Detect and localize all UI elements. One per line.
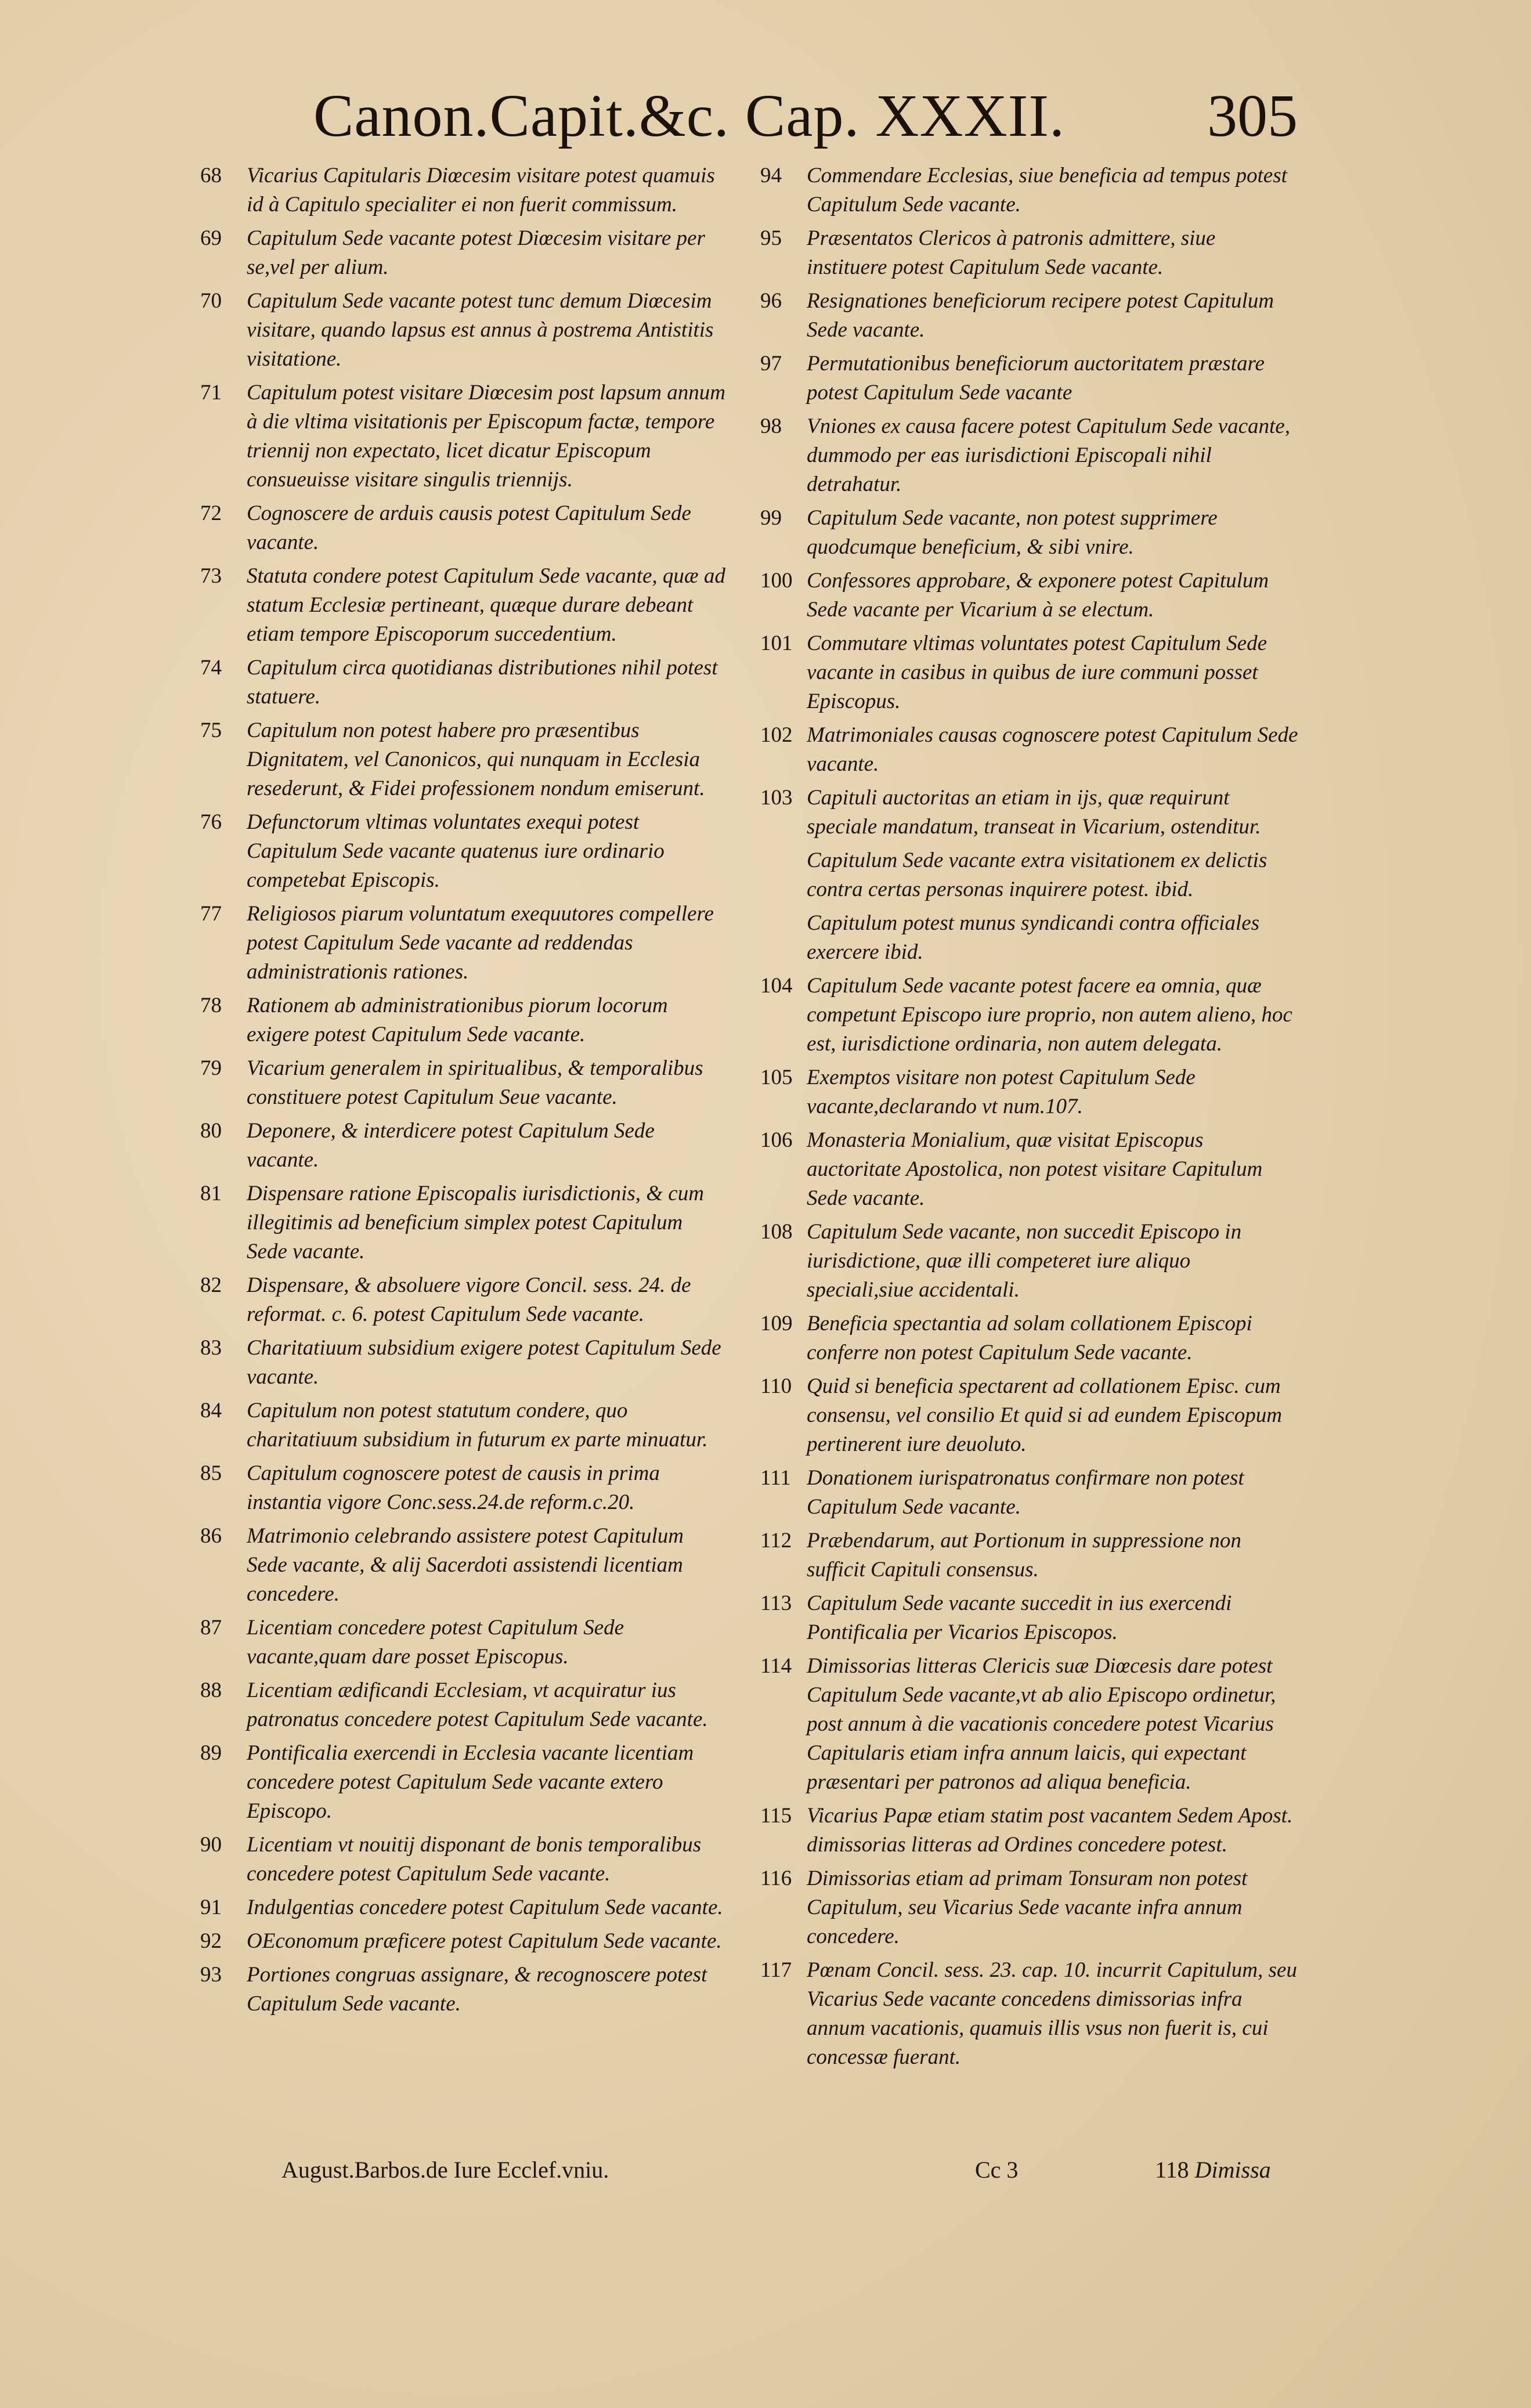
entry-text: Indulgentias concedere potest Capitulum Sede vacante.: [247, 1896, 723, 1919]
index-entry: [200, 1739, 728, 1826]
entry-number: 80: [200, 1119, 222, 1143]
entry-number: 89: [200, 1741, 222, 1765]
index-entry: [200, 224, 728, 282]
index-entry: [760, 412, 1300, 499]
entry-text: Commendare Ecclesias, siue beneficia ad tempus potest Capitulum Sede vacante.: [807, 164, 1287, 216]
entry-number: 113: [760, 1591, 792, 1615]
entry-number: 110: [760, 1374, 792, 1398]
index-entry: [760, 846, 1300, 904]
index-entry: [200, 654, 728, 712]
entry-number: 95: [760, 226, 782, 250]
catchword: [1155, 2156, 1271, 2183]
index-entry: [760, 1372, 1300, 1459]
index-entry: [200, 1054, 728, 1112]
entry-number: 76: [200, 810, 222, 834]
entry-text: Vniones ex causa facere potest Capitulum Sede vacante, dummodo per eas iurisdictioni Episcopali nihil detrahatur.: [807, 414, 1290, 496]
entry-number: 117: [760, 1958, 792, 1982]
entry-number: 84: [200, 1399, 222, 1423]
entry-number: 73: [200, 564, 222, 588]
entry-text: Capitulum non potest statutum condere, quo charitatiuum subsidium in futurum ex parte minuatur.: [247, 1399, 708, 1452]
entry-text: Donationem iurispatronatus confirmare non potest Capitulum Sede vacante.: [807, 1466, 1244, 1519]
entry-text: Licentiam vt nouitij disponant de bonis temporalibus concedere potest Capitulum Sede vacante.: [247, 1833, 702, 1886]
index-entry: [200, 991, 728, 1049]
entry-number: 70: [200, 289, 222, 313]
entry-text: Licentiam ædificandi Ecclesiam, vt acquiratur ius patronatus concedere potest Capitulum Sede vacante.: [247, 1678, 708, 1731]
entry-number: 77: [200, 902, 222, 926]
entry-text: Portiones congruas assignare, & recognoscere potest Capitulum Sede vacante.: [247, 1963, 707, 2016]
entry-text: Exemptos visitare non potest Capitulum Sede vacante,declarando vt num.107.: [807, 1066, 1196, 1118]
entry-text: Capitulum Sede vacante potest Diœcesim visitare per se,vel per alium.: [247, 226, 705, 279]
entry-text: Capitulum Sede vacante potest tunc demum Diœcesim visitare, quando lapsus est annus à postrema Antistitis visitatione.: [247, 289, 714, 371]
index-entry: [760, 1309, 1300, 1367]
index-entry: [200, 1117, 728, 1175]
index-entry: [760, 504, 1300, 562]
entry-number: 101: [760, 631, 793, 655]
entry-number: 79: [200, 1056, 222, 1080]
entry-number: 112: [760, 1529, 792, 1553]
entry-text: Dimissorias litteras Clericis suæ Diœcesis dare potest Capitulum Sede vacante,vt ab alio Episcopo ordinetur, post annum à die vacationis concedere potest Vicarius Capitularis etiam infra annum laicis, qui expectant præsentari per patronos ad aliqua beneficia.: [807, 1654, 1276, 1794]
entry-number: 106: [760, 1128, 793, 1152]
entry-text: Cognoscere de arduis causis potest Capitulum Sede vacante.: [247, 501, 691, 554]
entry-text: Pontificalia exercendi in Ecclesia vacante licentiam concedere potest Capitulum Sede vacante extero Episcopo.: [247, 1741, 694, 1823]
entry-text: Permutationibus beneficiorum auctoritatem præstare potest Capitulum Sede vacante: [807, 352, 1265, 405]
index-entry: [760, 909, 1300, 967]
entry-text: Beneficia spectantia ad solam collationem Episcopi conferre non potest Capitulum Sede vacante.: [807, 1312, 1252, 1364]
entry-number: 100: [760, 569, 793, 593]
index-entry: [760, 1956, 1300, 2072]
signature-mark: Cc 3: [975, 2157, 1019, 2183]
entry-text: Statuta condere potest Capitulum Sede vacante, quæ ad statum Ecclesiæ pertineant, quæque durare debeant etiam tempore Episcoporum succedentium.: [247, 564, 725, 646]
entry-text: Rationem ab administrationibus piorum locorum exigere potest Capitulum Sede vacante.: [247, 994, 668, 1046]
entry-number: 108: [760, 1220, 793, 1244]
footer-signature: August.Barbos.de Iure Ecclef.vniu.: [281, 2157, 609, 2183]
entry-number: 68: [200, 164, 222, 187]
entry-text: Capitulum Sede vacante, non potest supprimere quodcumque beneficium, & sibi vnire.: [807, 506, 1218, 559]
entry-number: 98: [760, 414, 782, 438]
entry-text: Charitatiuum subsidium exigere potest Capitulum Sede vacante.: [247, 1336, 721, 1389]
entry-text: Pœnam Concil. sess. 23. cap. 10. incurrit Capitulum, seu Vicarius Sede vacante concedens dimissorias infra annum vacationis, quamuis illis vsus non fuerit is, cui concessæ fuerant.: [807, 1958, 1297, 2069]
entry-text: Capitulum Sede vacante, non succedit Episcopo in iurisdictione, quæ illi competeret iure aliquo speciali,siue accidentali.: [807, 1220, 1242, 1302]
entry-text: Præbendarum, aut Portionum in suppressione non sufficit Capituli consensus.: [807, 1529, 1241, 1582]
entry-text: Capitulum non potest habere pro præsentibus Dignitatem, vel Canonicos, qui nunquam in Ecclesia resederunt, & Fidei professionem nondum emiserunt.: [247, 719, 705, 800]
entry-number: 74: [200, 656, 222, 680]
entry-text: Licentiam concedere potest Capitulum Sede vacante,quam dare posset Episcopus.: [247, 1616, 624, 1669]
entry-number: 87: [200, 1616, 222, 1640]
index-entry: [760, 287, 1300, 345]
entry-number: 91: [200, 1896, 222, 1919]
entry-number: 78: [200, 994, 222, 1017]
entry-number: 71: [200, 381, 222, 405]
entry-text: OEconomum præficere potest Capitulum Sede vacante.: [247, 1929, 722, 1953]
entry-text: Quid si beneficia spectarent ad collationem Episc. cum consensu, vel consilio Et quid si ad eundem Episcopum pertinerent iure deuoluto.: [807, 1374, 1283, 1456]
index-entry: [760, 1218, 1300, 1305]
index-entry: [760, 1126, 1300, 1213]
entry-number: 92: [200, 1929, 222, 1953]
index-entry: [760, 1464, 1300, 1522]
index-entry: [200, 287, 728, 374]
left-column: [200, 161, 728, 2023]
entry-number: 72: [200, 501, 222, 525]
running-title: Canon.Capit.&c. Cap. XXXII.: [313, 82, 1066, 149]
entry-number: 88: [200, 1678, 222, 1702]
entry-text: Confessores approbare, & exponere potest Capitulum Sede vacante per Vicarium à se electum.: [807, 569, 1269, 622]
catchword-text: Dimissa: [1194, 2157, 1271, 2183]
entry-text: Capitulum Sede vacante potest facere ea omnia, quæ competunt Episcopo iure proprio, non autem alieno, hoc est, iurisdictione ordinaria, non autem delegata.: [807, 974, 1292, 1056]
entry-number: 97: [760, 352, 782, 376]
index-entry: [200, 808, 728, 895]
index-entry: [760, 566, 1300, 624]
index-entry: [200, 562, 728, 649]
entry-text: Capitulum cognoscere potest de causis in prima instantia vigore Conc.sess.24.de reform.c.20.: [247, 1461, 660, 1514]
index-entry: [760, 721, 1300, 779]
index-entry: [200, 1927, 728, 1956]
entry-number: 69: [200, 226, 222, 250]
index-entry: [760, 1652, 1300, 1797]
entry-number: 104: [760, 974, 793, 998]
entry-number: 82: [200, 1273, 222, 1297]
entry-text: Præsentatos Clericos à patronis admittere, siue instituere potest Capitulum Sede vacante.: [807, 226, 1216, 279]
index-entry: [760, 784, 1300, 842]
index-entry: [200, 161, 728, 219]
entry-number: 81: [200, 1182, 222, 1205]
entry-text: Matrimoniales causas cognoscere potest Capitulum Sede vacante.: [807, 723, 1298, 776]
entry-number: 102: [760, 723, 793, 747]
entry-number: 94: [760, 164, 782, 187]
entry-text: Capitulum Sede vacante succedit in ius exercendi Pontificalia per Vicarios Episcopos.: [807, 1591, 1232, 1644]
entry-number: 115: [760, 1804, 792, 1828]
index-entry: [200, 1676, 728, 1734]
entry-number: 86: [200, 1524, 222, 1548]
entry-text: Commutare vltimas voluntates potest Capitulum Sede vacante in casibus in quibus de iure communi posset Episcopus.: [807, 631, 1268, 713]
entry-text: Religiosos piarum voluntatum exequutores compellere potest Capitulum Sede vacante ad reddendas administrationis rationes.: [247, 902, 714, 984]
entry-text: Matrimonio celebrando assistere potest Capitulum Sede vacante, & alij Sacerdoti assistendi licentiam concedere.: [247, 1524, 684, 1606]
right-column: [760, 161, 1300, 2077]
entry-text: Capitulum potest munus syndicandi contra officiales exercere ibid.: [807, 911, 1260, 964]
page-number: 305: [1207, 82, 1298, 149]
entry-number: 111: [760, 1466, 791, 1490]
entry-text: Monasteria Monialium, quæ visitat Episcopus auctoritate Apostolica, non potest visitare Capitulum Sede vacante.: [807, 1128, 1263, 1210]
entry-number: 114: [760, 1654, 792, 1678]
entry-number: 109: [760, 1312, 793, 1335]
entry-number: 85: [200, 1461, 222, 1485]
index-entry: [200, 1893, 728, 1922]
entry-text: Dispensare, & absoluere vigore Concil. sess. 24. de reformat. c. 6. potest Capitulum Sede vacante.: [247, 1273, 691, 1326]
index-entry: [200, 1459, 728, 1517]
index-entry: [760, 349, 1300, 407]
entry-text: Capituli auctoritas an etiam in ijs, quæ requirunt speciale mandatum, transeat in Vicarium, ostenditur.: [807, 786, 1261, 839]
index-entry: [760, 972, 1300, 1059]
entry-number: 105: [760, 1066, 793, 1089]
entry-number: 103: [760, 786, 793, 810]
index-entry: [200, 1831, 728, 1889]
entry-number: 99: [760, 506, 782, 530]
entry-number: 96: [760, 289, 782, 313]
index-entry: [200, 1179, 728, 1266]
entry-text: Capitulum Sede vacante extra visitationem ex delictis contra certas personas inquirere potest. ibid.: [807, 849, 1268, 901]
entry-text: Vicarius Papæ etiam statim post vacantem Sedem Apost. dimissorias litteras ad Ordines concedere potest.: [807, 1804, 1293, 1857]
index-entry: [200, 1334, 728, 1392]
entry-number: 75: [200, 719, 222, 742]
index-entry: [760, 1063, 1300, 1121]
entry-number: 83: [200, 1336, 222, 1360]
entry-number: 116: [760, 1867, 792, 1890]
catchword-number: 118: [1155, 2157, 1189, 2183]
index-entry: [760, 1526, 1300, 1584]
entry-number: 90: [200, 1833, 222, 1857]
index-entry: [760, 161, 1300, 219]
index-entry: [200, 499, 728, 557]
entry-text: Capitulum circa quotidianas distributiones nihil potest statuere.: [247, 656, 718, 709]
index-entry: [200, 1613, 728, 1671]
index-entry: [200, 716, 728, 803]
index-entry: [200, 1961, 728, 2019]
index-entry: [200, 1522, 728, 1609]
index-entry: [760, 1589, 1300, 1647]
index-entry: [200, 1396, 728, 1454]
entry-number: 93: [200, 1963, 222, 1987]
index-entry: [760, 629, 1300, 716]
index-entry: [200, 378, 728, 494]
entry-text: Dimissorias etiam ad primam Tonsuram non potest Capitulum, seu Vicarius Sede vacante infra annum concedere.: [807, 1867, 1248, 1948]
index-entry: [760, 1864, 1300, 1951]
entry-text: Vicarium generalem in spiritualibus, & temporalibus constituere potest Capitulum Seue vacante.: [247, 1056, 703, 1109]
entry-text: Defunctorum vltimas voluntates exequi potest Capitulum Sede vacante quatenus iure ordinario competebat Episcopis.: [247, 810, 665, 892]
index-entry: [760, 1802, 1300, 1860]
index-entry: [200, 1271, 728, 1329]
index-entry: [200, 900, 728, 987]
entry-text: Resignationes beneficiorum recipere potest Capitulum Sede vacante.: [807, 289, 1274, 342]
entry-text: Dispensare ratione Episcopalis iurisdictionis, & cum illegitimis ad beneficium simplex potest Capitulum Sede vacante.: [247, 1182, 704, 1263]
entry-text: Vicarius Capitularis Diœcesim visitare potest quamuis id à Capitulo specialiter ei non fuerit commissum.: [247, 164, 715, 216]
entry-text: Deponere, & interdicere potest Capitulum Sede vacante.: [247, 1119, 655, 1172]
index-entry: [760, 224, 1300, 282]
entry-text: Capitulum potest visitare Diœcesim post lapsum annum à die vltima visitationis per Episcopum factæ, tempore triennij non expectato, licet dicatur Episcopum consueuisse visitare singulis triennijs.: [247, 381, 725, 492]
